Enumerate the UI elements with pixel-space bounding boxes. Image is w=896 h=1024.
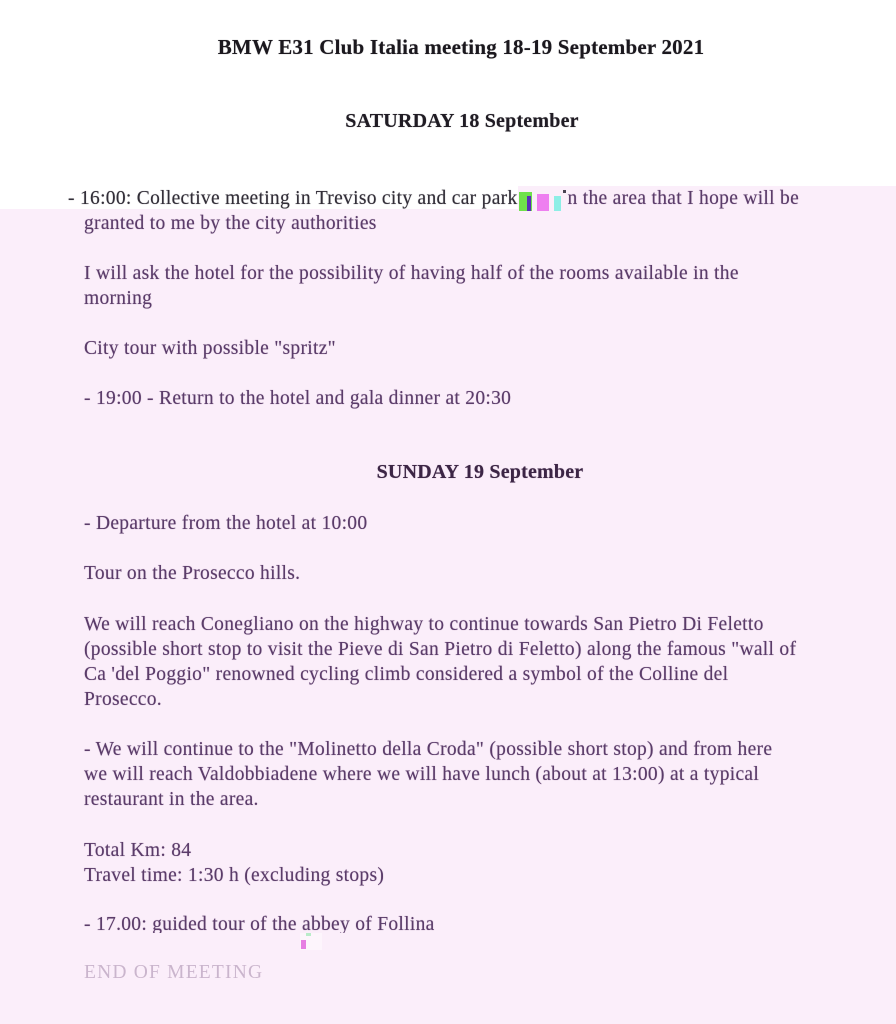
hotel-line-1: I will ask the hotel for the possibility of having half of the rooms available in the <box>84 263 739 284</box>
hotel-paragraph <box>84 261 896 311</box>
conegliano-line-2: (possible short stop to visit the Pieve di San Pietro di Feletto) along the famous "wall of <box>84 639 797 660</box>
travel-time-line: Travel time: 1:30 h (excluding stops) <box>84 865 385 886</box>
saturday-heading: SATURDAY 18 September <box>345 110 579 132</box>
meeting-line-2: granted to me by the city authorities <box>84 213 377 234</box>
molinetto-line-2: we will reach Valdobbiadene where we will have lunch (about at 13:00) at a typical <box>84 764 760 785</box>
conegliano-line-4: Prosecco. <box>84 689 162 710</box>
end-of-meeting-text: END OF MEETING <box>84 962 264 983</box>
molinetto-line-1: - We will continue to the "Molinetto della Croda" (possible short stop) and from here <box>84 739 773 760</box>
totals-paragraph <box>84 838 896 888</box>
departure-line: - Departure from the hotel at 10:00 <box>84 513 368 534</box>
meeting-line-rest-text: n the area that I hope will be <box>567 188 800 209</box>
prosecco-tour-line: Tour on the Prosecco hills. <box>84 563 301 584</box>
meeting-line-rest <box>518 186 896 211</box>
meeting-line <box>68 186 896 211</box>
sunday-heading: SUNDAY 19 September <box>376 461 584 483</box>
abbey-tour-line-clipped: - 17.00: guided tour of the abbey of Follina <box>84 914 435 933</box>
conegliano-line-3: Ca 'del Poggio" renowned cycling climb considered a symbol of the Colline del <box>84 664 729 685</box>
conegliano-paragraph <box>84 612 896 712</box>
meeting-line-dark-text: - 16:00: Collective meeting in Treviso city and car park <box>68 188 518 209</box>
corrupted-pixels-small-icon <box>300 933 322 950</box>
total-km-line: Total Km: 84 <box>84 840 192 861</box>
corrupted-pixels-icon <box>519 189 566 211</box>
city-tour-line: City tour with possible "spritz" <box>84 338 336 359</box>
molinetto-line-3: restaurant in the area. <box>84 789 259 810</box>
return-dinner-line: - 19:00 - Return to the hotel and gala dinner at 20:30 <box>84 388 512 409</box>
conegliano-line-1: We will reach Conegliano on the highway to continue towards San Pietro Di Feletto <box>84 614 764 635</box>
hotel-line-2: morning <box>84 288 153 309</box>
molinetto-paragraph <box>84 737 896 812</box>
document-title: BMW E31 Club Italia meeting 18-19 September 2021 <box>217 35 705 59</box>
